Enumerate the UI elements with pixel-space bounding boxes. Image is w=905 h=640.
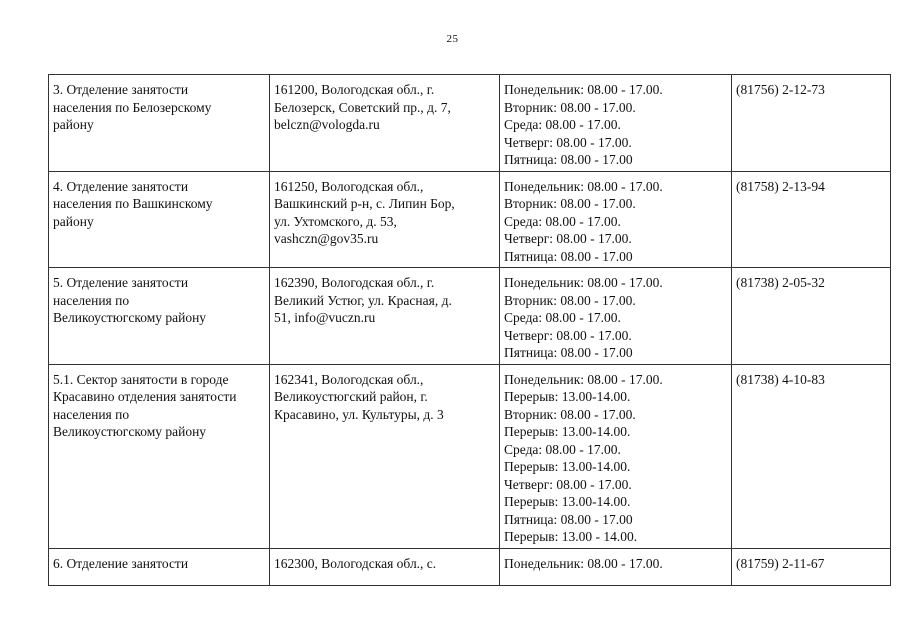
table-row bbox=[49, 364, 891, 548]
address-line: Великоустюгский район, г. bbox=[274, 389, 428, 404]
hours-line: Среда: 08.00 - 17.00. bbox=[504, 310, 621, 325]
phone-number: (81738) 4-10-83 bbox=[736, 371, 825, 387]
office-phone-cell bbox=[732, 364, 891, 548]
office-name-line: населения по Белозерскому bbox=[53, 99, 212, 115]
hours-line: Вторник: 08.00 - 17.00. bbox=[504, 196, 636, 211]
address-line: Великий Устюг, ул. Красная, д. bbox=[274, 292, 452, 308]
office-phone-cell bbox=[732, 268, 891, 365]
address-line: belczn@vologda.ru bbox=[274, 117, 380, 132]
office-name-line: Красавино отделения занятости bbox=[53, 389, 237, 404]
hours-line: Понедельник: 08.00 - 17.00. bbox=[504, 82, 663, 97]
address-line: 162300, Вологодская обл., с. bbox=[274, 555, 437, 571]
hours-line: Вторник: 08.00 - 17.00. bbox=[504, 292, 636, 308]
address-line: vashczn@gov35.ru bbox=[274, 231, 379, 246]
hours-line: Среда: 08.00 - 17.00. bbox=[504, 213, 621, 229]
hours-line: Перерыв: 13.00-14.00. bbox=[504, 389, 631, 404]
hours-line: Пятница: 08.00 - 17.00 bbox=[504, 345, 633, 360]
office-hours-cell bbox=[500, 75, 732, 172]
address-line: ул. Ухтомского, д. 53, bbox=[274, 213, 397, 229]
office-hours-cell bbox=[500, 268, 732, 365]
hours-line: Перерыв: 13.00-14.00. bbox=[504, 459, 631, 474]
hours-line: Понедельник: 08.00 - 17.00. bbox=[504, 371, 663, 387]
hours-line: Среда: 08.00 - 17.00. bbox=[504, 117, 621, 132]
office-name-cell bbox=[49, 171, 270, 268]
office-name-line: Великоустюгскому району bbox=[53, 424, 207, 439]
office-name-cell bbox=[49, 364, 270, 548]
office-name-line: 4. Отделение занятости bbox=[53, 178, 189, 194]
hours-line: Четверг: 08.00 - 17.00. bbox=[504, 327, 632, 343]
office-address-cell bbox=[270, 75, 500, 172]
office-name-line: Великоустюгскому району bbox=[53, 310, 207, 325]
office-name-line: 6. Отделение занятости bbox=[53, 555, 189, 571]
hours-line: Понедельник: 08.00 - 17.00. bbox=[504, 275, 663, 290]
office-address-cell bbox=[270, 548, 500, 585]
address-line: 161250, Вологодская обл., bbox=[274, 178, 424, 194]
hours-line: Понедельник: 08.00 - 17.00. bbox=[504, 178, 663, 194]
hours-line: Пятница: 08.00 - 17.00 bbox=[504, 248, 633, 264]
office-hours-cell bbox=[500, 364, 732, 548]
hours-line: Понедельник: 08.00 - 17.00. bbox=[504, 555, 663, 571]
address-line: Белозерск, Советский пр., д. 7, bbox=[274, 99, 451, 115]
office-phone-cell bbox=[732, 171, 891, 268]
address-line: 162390, Вологодская обл., г. bbox=[274, 275, 435, 290]
office-address-cell bbox=[270, 364, 500, 548]
office-name-cell bbox=[49, 548, 270, 585]
office-name-line: 5. Отделение занятости bbox=[53, 275, 189, 290]
hours-line: Вторник: 08.00 - 17.00. bbox=[504, 99, 636, 115]
table-row bbox=[49, 548, 891, 585]
phone-number: (81738) 2-05-32 bbox=[736, 275, 825, 290]
employment-offices-table bbox=[48, 74, 891, 586]
hours-line: Пятница: 08.00 - 17.00 bbox=[504, 511, 633, 527]
hours-line: Среда: 08.00 - 17.00. bbox=[504, 441, 621, 457]
address-line: 51, info@vuczn.ru bbox=[274, 310, 376, 325]
hours-line: Перерыв: 13.00-14.00. bbox=[504, 494, 631, 509]
office-address-cell bbox=[270, 268, 500, 365]
office-phone-cell bbox=[732, 548, 891, 585]
office-name-line: населения по bbox=[53, 406, 130, 422]
address-line: 162341, Вологодская обл., bbox=[274, 371, 424, 387]
office-name-cell bbox=[49, 268, 270, 365]
office-name-line: району bbox=[53, 213, 94, 229]
table-row bbox=[49, 171, 891, 268]
table-row bbox=[49, 75, 891, 172]
office-address-cell bbox=[270, 171, 500, 268]
office-name-line: населения по bbox=[53, 292, 130, 308]
hours-line: Четверг: 08.00 - 17.00. bbox=[504, 134, 632, 150]
hours-line: Вторник: 08.00 - 17.00. bbox=[504, 406, 636, 422]
table-row bbox=[49, 268, 891, 365]
address-line: Вашкинский р-н, с. Липин Бор, bbox=[274, 196, 455, 211]
office-name-line: району bbox=[53, 117, 94, 132]
office-name-cell bbox=[49, 75, 270, 172]
office-phone-cell bbox=[732, 75, 891, 172]
hours-line: Перерыв: 13.00-14.00. bbox=[504, 424, 631, 439]
phone-number: (81758) 2-13-94 bbox=[736, 178, 825, 194]
office-name-line: 3. Отделение занятости bbox=[53, 82, 189, 97]
page-number: 25 bbox=[446, 33, 459, 45]
address-line: 161200, Вологодская обл., г. bbox=[274, 82, 435, 97]
office-hours-cell bbox=[500, 171, 732, 268]
phone-number: (81756) 2-12-73 bbox=[736, 82, 825, 97]
hours-line: Четверг: 08.00 - 17.00. bbox=[504, 231, 632, 246]
hours-line: Пятница: 08.00 - 17.00 bbox=[504, 152, 633, 167]
office-name-line: 5.1. Сектор занятости в городе bbox=[53, 371, 229, 387]
hours-line: Перерыв: 13.00 - 14.00. bbox=[504, 529, 638, 544]
office-hours-cell bbox=[500, 548, 732, 585]
hours-line: Четверг: 08.00 - 17.00. bbox=[504, 476, 632, 492]
phone-number: (81759) 2-11-67 bbox=[736, 555, 825, 571]
office-name-line: населения по Вашкинскому bbox=[53, 196, 213, 211]
address-line: Красавино, ул. Культуры, д. 3 bbox=[274, 406, 444, 422]
